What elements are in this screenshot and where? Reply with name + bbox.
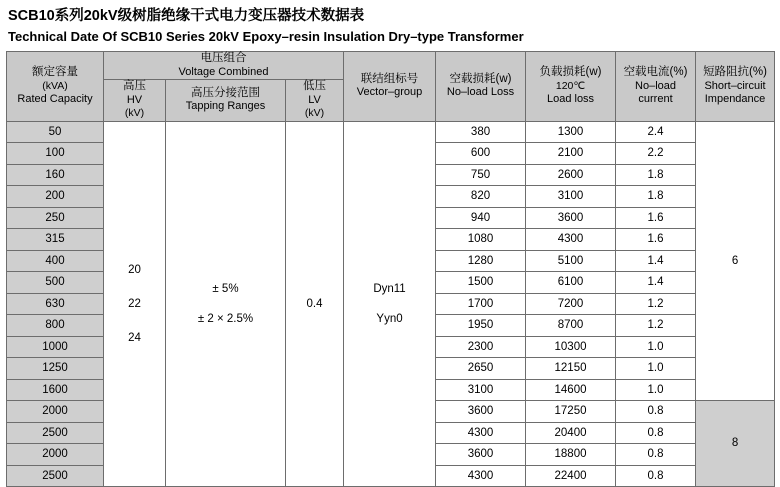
cell-rated-capacity: 315: [7, 229, 104, 251]
cell-load-loss: 7200: [526, 293, 616, 315]
cell-no-load-loss: 1280: [436, 250, 526, 272]
page-title-en: Technical Date Of SCB10 Series 20kV Epoxy–resin Insulation Dry–type Transformer: [8, 29, 524, 44]
table-body: [7, 121, 775, 487]
cell-load-loss: 18800: [526, 444, 616, 466]
cell-no-load-current: 2.4: [616, 121, 696, 143]
cell-no-load-loss: 820: [436, 186, 526, 208]
cell-no-load-loss: 380: [436, 121, 526, 143]
title-block: [6, 6, 774, 46]
cell-load-loss: 17250: [526, 401, 616, 423]
header-vector-group-en: Vector–group: [356, 86, 423, 99]
header-impedance-cn: 短路阻抗(%): [703, 66, 767, 78]
cell-lv-value: 0.4: [286, 121, 344, 487]
cell-rated-capacity: 1600: [7, 379, 104, 401]
cell-no-load-loss: 750: [436, 164, 526, 186]
cell-rated-capacity: 2000: [7, 444, 104, 466]
cell-rated-capacity: 200: [7, 186, 104, 208]
header-lv-cn: 低压: [303, 80, 326, 92]
cell-load-loss: 8700: [526, 315, 616, 337]
header-no-load-current-en: No–load: [635, 79, 676, 92]
header-rated-capacity-unit: (kVA): [42, 79, 68, 92]
table-header: [7, 52, 775, 122]
cell-no-load-current: 1.6: [616, 229, 696, 251]
cell-load-loss: 6100: [526, 272, 616, 294]
cell-rated-capacity: 250: [7, 207, 104, 229]
cell-no-load-loss: 2650: [436, 358, 526, 380]
cell-no-load-loss: 3600: [436, 401, 526, 423]
cell-no-load-current: 2.2: [616, 143, 696, 165]
cell-no-load-current: 1.0: [616, 336, 696, 358]
header-hv-en: HV: [126, 93, 143, 106]
cell-impedance: 6: [696, 121, 775, 401]
header-vector-group: [344, 52, 436, 122]
cell-rated-capacity: 1250: [7, 358, 104, 380]
cell-load-loss: 3600: [526, 207, 616, 229]
cell-no-load-loss: 3600: [436, 444, 526, 466]
header-tapping-ranges: [166, 80, 286, 122]
header-lv-en: LV: [308, 93, 321, 106]
header-no-load-current-en2: current: [638, 93, 673, 105]
cell-no-load-current: 1.8: [616, 186, 696, 208]
cell-no-load-loss: 600: [436, 143, 526, 165]
vector-group-value: Yyn0: [376, 312, 403, 325]
cell-rated-capacity: 2000: [7, 401, 104, 423]
header-lv-unit: (kV): [304, 107, 325, 119]
cell-no-load-current: 1.8: [616, 164, 696, 186]
cell-load-loss: 14600: [526, 379, 616, 401]
header-rated-capacity-en: Rated Capacity: [17, 93, 93, 105]
cell-no-load-loss: 4300: [436, 465, 526, 487]
cell-impedance: 8: [696, 401, 775, 487]
cell-no-load-current: 1.4: [616, 250, 696, 272]
cell-rated-capacity: 400: [7, 250, 104, 272]
cell-rated-capacity: 1000: [7, 336, 104, 358]
header-no-load-current: [616, 52, 696, 122]
cell-load-loss: 22400: [526, 465, 616, 487]
cell-rated-capacity: 630: [7, 293, 104, 315]
cell-no-load-loss: 1080: [436, 229, 526, 251]
cell-no-load-loss: 4300: [436, 422, 526, 444]
cell-hv-values: [104, 121, 166, 487]
cell-load-loss: 12150: [526, 358, 616, 380]
cell-no-load-loss: 940: [436, 207, 526, 229]
specifications-table: [6, 51, 775, 487]
cell-no-load-current: 0.8: [616, 444, 696, 466]
cell-load-loss: 10300: [526, 336, 616, 358]
cell-rated-capacity: 2500: [7, 422, 104, 444]
cell-no-load-current: 1.0: [616, 358, 696, 380]
cell-no-load-current: 1.4: [616, 272, 696, 294]
cell-load-loss: 3100: [526, 186, 616, 208]
tapping-value: ± 2 × 2.5%: [197, 312, 254, 325]
cell-no-load-loss: 2300: [436, 336, 526, 358]
cell-no-load-loss: 1500: [436, 272, 526, 294]
cell-rated-capacity: 500: [7, 272, 104, 294]
hv-value: 22: [128, 297, 141, 310]
tapping-value: ± 5%: [212, 282, 239, 295]
cell-no-load-loss: 1950: [436, 315, 526, 337]
cell-no-load-current: 0.8: [616, 401, 696, 423]
header-impedance-en: Short–circuit: [704, 79, 766, 92]
header-vector-group-cn: 联结组标号: [360, 72, 419, 85]
cell-rated-capacity: 800: [7, 315, 104, 337]
cell-load-loss: 4300: [526, 229, 616, 251]
header-tapping-cn: 高压分接范围: [191, 86, 260, 99]
cell-rated-capacity: 2500: [7, 465, 104, 487]
cell-rated-capacity: 50: [7, 121, 104, 143]
cell-no-load-current: 1.2: [616, 315, 696, 337]
cell-tapping-ranges: [166, 121, 286, 487]
header-hv-cn: 高压: [123, 80, 146, 92]
cell-no-load-current: 0.8: [616, 422, 696, 444]
header-lv: [286, 80, 344, 122]
cell-rated-capacity: 100: [7, 143, 104, 165]
cell-no-load-loss: 3100: [436, 379, 526, 401]
cell-no-load-current: 1.0: [616, 379, 696, 401]
cell-load-loss: 5100: [526, 250, 616, 272]
cell-no-load-current: 0.8: [616, 465, 696, 487]
cell-load-loss: 20400: [526, 422, 616, 444]
header-impedance: [696, 52, 775, 122]
header-voltage-combined-cn: 电压组合: [200, 52, 247, 64]
header-hv-unit: (kV): [124, 107, 145, 119]
cell-load-loss: 2600: [526, 164, 616, 186]
header-load-loss-temp: 120℃: [555, 79, 586, 92]
header-tapping-en: Tapping Ranges: [185, 100, 266, 113]
cell-load-loss: 1300: [526, 121, 616, 143]
header-load-loss-cn: 负载损耗(w): [539, 66, 602, 78]
header-no-load-loss: [436, 52, 526, 122]
cell-vector-groups: [344, 121, 436, 487]
header-row-1: [7, 52, 775, 80]
header-load-loss: [526, 52, 616, 122]
hv-value: 24: [128, 331, 141, 344]
page-title-cn: SCB10系列20kV级树脂绝缘干式电力变压器技术数据表: [8, 8, 365, 24]
cell-no-load-loss: 1700: [436, 293, 526, 315]
header-rated-capacity-cn: 额定容量: [32, 66, 78, 78]
header-no-load-current-cn: 空载电流(%): [623, 66, 688, 78]
cell-no-load-current: 1.6: [616, 207, 696, 229]
cell-no-load-current: 1.2: [616, 293, 696, 315]
header-rated-capacity: [7, 52, 104, 122]
cell-load-loss: 2100: [526, 143, 616, 165]
cell-rated-capacity: 160: [7, 164, 104, 186]
header-voltage-combined: [104, 52, 344, 80]
table-row: [7, 121, 775, 143]
header-voltage-combined-en: Voltage Combined: [178, 65, 269, 78]
hv-value: 20: [128, 263, 141, 276]
header-no-load-loss-en: No–load Loss: [446, 86, 515, 99]
header-hv: [104, 80, 166, 122]
header-load-loss-en: Load loss: [546, 93, 595, 105]
vector-group-value: Dyn11: [373, 282, 406, 295]
header-no-load-loss-cn: 空载损耗(w): [449, 72, 512, 85]
header-impedance-en2: Impendance: [704, 93, 766, 105]
